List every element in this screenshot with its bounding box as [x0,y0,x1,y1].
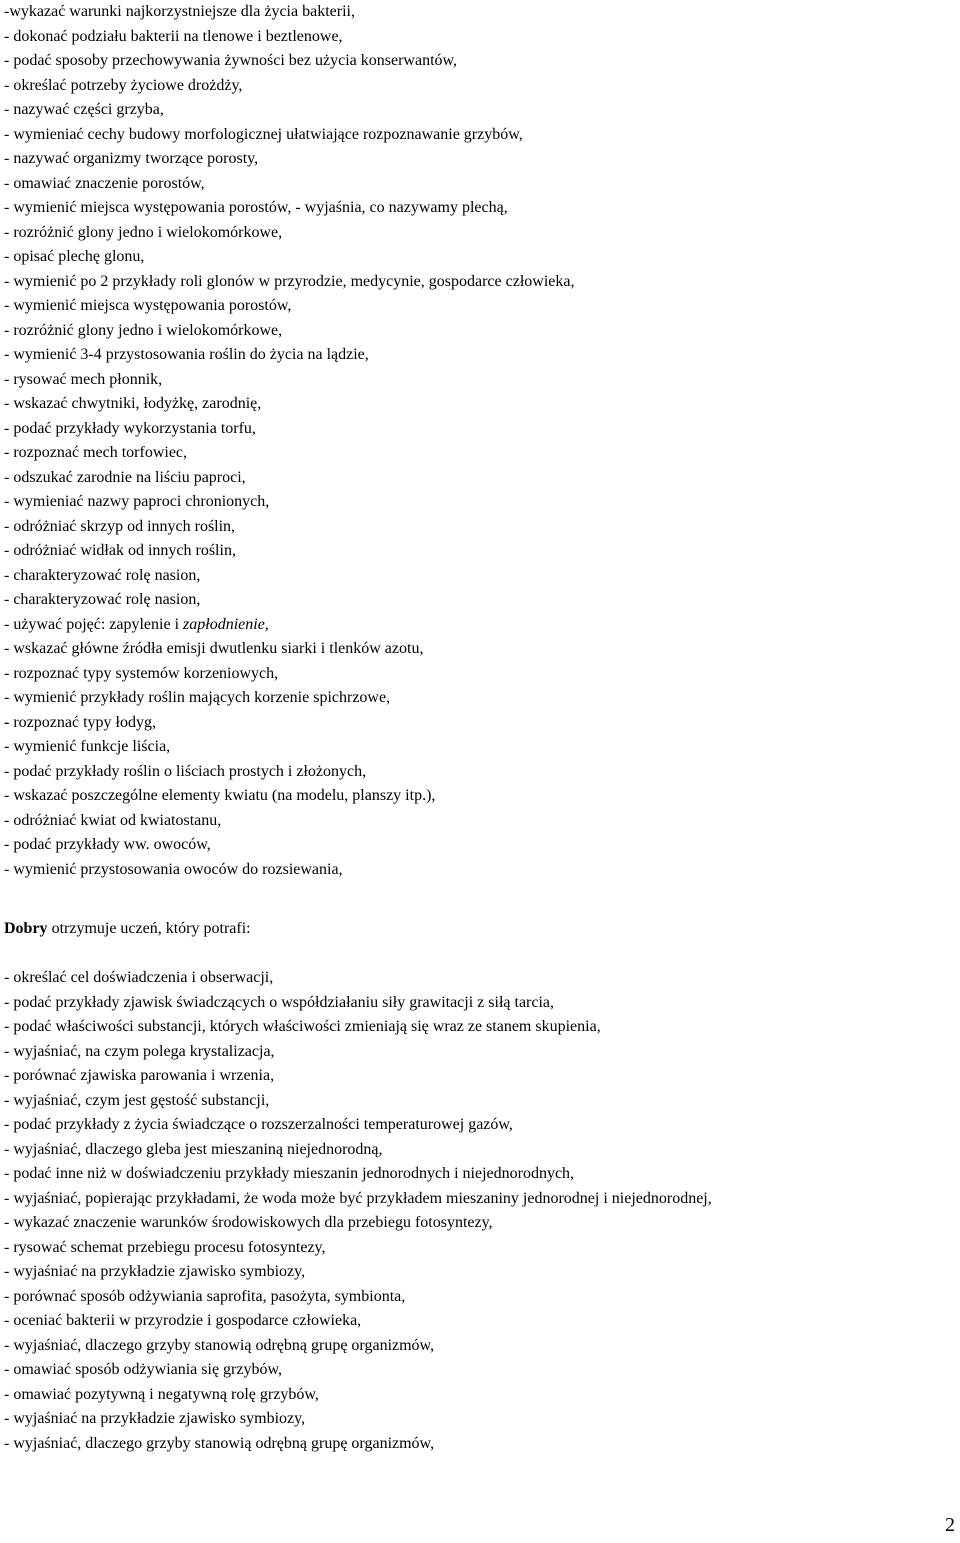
list-item-text: - podać przykłady wykorzystania torfu, [4,419,256,437]
list-item [4,809,574,834]
list-item [4,196,574,221]
list-item-text: - wymienić przystosowania owoców do rozsiewania, [4,860,343,878]
list-item-text: - wymienić miejsca występowania porostów, [4,297,292,314]
list-item-text: - wymienić 3-4 przystosowania roślin do życia na lądzie, [4,346,369,363]
list-item: - wyjaśniać na przykładzie zjawisko symbiozy, [4,1263,306,1280]
list-item: - podać inne niż w doświadczeniu przykłady mieszanin jednorodnych i niejednorodnych, [4,1165,575,1182]
list-item [4,735,574,760]
list-item [4,417,574,442]
list-item [4,49,574,74]
list-item: - porównać sposób odżywiania saprofita, pasożyta, symbionta, [4,1287,406,1305]
list-item: - porównać zjawiska parowania i wrzenia, [4,1067,275,1084]
list-item-text: - rozpoznać typy systemów korzeniowych, [4,664,279,682]
list-item [4,490,574,515]
list-item: - określać cel doświadczenia i obserwacji, [4,969,274,986]
grade-label: Dobry [4,920,48,937]
list-item-text: - wymienić po 2 przykłady roli glonów w przyrodzie, medycynie, gospodarce człowieka, [4,272,575,290]
list-item: - rysować schemat przebiegu procesu fotosyntezy, [4,1238,326,1256]
list-item [4,147,574,172]
list-item: - wyjaśniać, dlaczego grzyby stanowią odrębną grupę organizmów, [4,1336,435,1354]
list-item [4,760,574,785]
list-item: - wykazać znaczenie warunków środowiskowych dla przebiegu fotosyntezy, [4,1214,493,1231]
list-item-text: - wymienić miejsca występowania porostów, - wyjaśnia, co nazywamy plechą, [4,199,508,216]
list-item [4,368,574,393]
list-item [4,515,574,540]
requirements-list-continued [4,0,574,882]
list-item-text: - odszukać zarodnie na liściu paproci, [4,468,246,486]
list-item-text: - podać sposoby przechowywania żywności bez użycia konserwantów, [4,52,458,69]
list-item: - wyjaśniać, czym jest gęstość substancji, [4,1091,270,1109]
list-item: - wyjaśniać, dlaczego grzyby stanowią odrębną grupę organizmów, [4,1434,435,1452]
list-item: - oceniać bakterii w przyrodzie i gospodarce człowieka, [4,1312,362,1329]
list-item-text: - wymienić przykłady roślin mających korzenie spichrzowe, [4,689,391,706]
list-item [4,662,574,687]
list-item: - wyjaśniać na przykładzie zjawisko symbiozy, [4,1410,306,1427]
list-item: - omawiać pozytywną i negatywną rolę grzybów, [4,1385,319,1403]
list-item [4,637,574,662]
page-number: 2 [945,1514,955,1536]
list-item-text: -wykazać warunki najkorzystniejsze dla życia bakterii, [4,3,355,20]
list-item [4,25,574,50]
list-item [4,74,574,99]
list-item-text: - charakteryzować rolę nasion, [4,566,201,584]
grade-heading-rest: otrzymuje uczeń, który potrafi: [47,920,251,937]
list-item-text: - podać przykłady roślin o liściach prostych i złożonych, [4,762,367,780]
list-item: - podać przykłady zjawisk świadczących o współdziałaniu siły grawitacji z siłą tarcia, [4,993,555,1011]
list-item-text: - nazywać organizmy tworzące porosty, [4,150,259,167]
list-item [4,0,574,25]
list-item-text: - wskazać poszczególne elementy kwiatu (na modelu, planszy itp.), [4,787,436,804]
list-item [4,833,574,858]
list-item [4,588,574,613]
list-item-text: - odróżniać kwiat od kwiatostanu, [4,811,222,829]
list-item-text: - wymieniać nazwy paproci chronionych, [4,493,270,510]
list-item [4,392,574,417]
list-item-text: - używać pojęć: zapylenie i [4,615,184,633]
list-item-text: - charakteryzować rolę nasion, [4,591,201,608]
list-item [4,123,574,148]
list-item [4,441,574,466]
list-item [4,343,574,368]
list-item-text: - odróżniać skrzyp od innych roślin, [4,517,236,535]
list-item [4,245,574,270]
list-item-bullet: - [4,713,10,731]
list-item-text: - wskazać główne źródła emisji dwutlenku siarki i tlenków azotu, [4,640,424,657]
list-item-text: - omawiać znaczenie porostów, [4,174,205,192]
list-item-text: - rozróżnić glony jedno i wielokomórkowe, [4,223,283,241]
list-item-text: - wymieniać cechy budowy morfologicznej ułatwiające rozpoznawanie grzybów, [4,125,523,143]
list-item-text: - wskazać chwytniki, łodyżkę, zarodnię, [4,395,262,412]
list-item-text: - wymienić funkcje liścia, [4,738,171,755]
list-item-text: - nazywać części grzyba, [4,101,164,118]
list-item: - podać przykłady z życia świadczące o rozszerzalności temperaturowej gazów, [4,1116,513,1133]
list-item [4,539,574,564]
list-item [4,319,574,344]
list-item-text: - podać przykłady ww. owoców, [4,836,211,853]
list-item [4,466,574,491]
list-item-text: - rozpoznać mech torfowiec, [4,444,188,461]
list-item [4,221,574,246]
list-item: - wyjaśniać, dlaczego gleba jest mieszaniną niejednorodną, [4,1140,383,1158]
list-item: - omawiać sposób odżywiania się grzybów, [4,1361,282,1378]
list-item-text: - opisać plechę glonu, [4,248,145,265]
list-item [4,686,574,711]
list-item-italic: zapłodnienie, [183,615,269,633]
list-item [4,784,574,809]
list-item [4,172,574,197]
list-item-text: - odróżniać widłak od innych roślin, [4,542,236,559]
list-item-text: - określać potrzeby życiowe drożdży, [4,76,243,94]
list-item-text: - dokonać podziału bakterii na tlenowe i beztlenowe, [4,27,343,45]
list-item: - podać właściwości substancji, których właściwości zmieniają się wraz ze stanem skupienia, [4,1018,601,1035]
list-item-text: rozpoznać typy łodyg, [9,713,156,731]
grade-heading [4,917,251,941]
list-item [4,711,574,736]
list-item-text: - rysować mech płonnik, [4,370,163,388]
list-item: - wyjaśniać, na czym polega krystalizacja, [4,1042,275,1060]
list-item [4,613,574,638]
list-item [4,564,574,589]
list-item [4,294,574,319]
requirements-list-good [4,966,712,1456]
list-item [4,858,574,883]
list-item: - wyjaśniać, popierając przykładami, że woda może być przykładem mieszaniny jednorodnej i niejednorodnej, [4,1189,712,1207]
list-item [4,270,574,295]
list-item [4,98,574,123]
list-item-text: - rozróżnić glony jedno i wielokomórkowe, [4,321,283,339]
